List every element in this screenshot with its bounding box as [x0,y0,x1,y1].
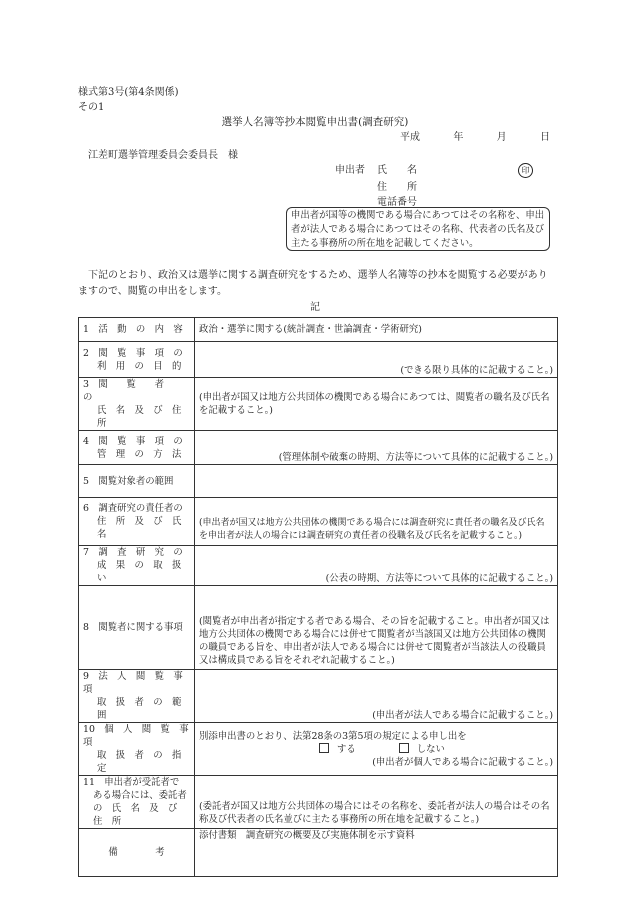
row-label: 6 調査研究の責任者の [83,503,183,514]
row-label: 9 法 人 閲 覧 事 項 [83,671,193,695]
phone-label: 電話番号 [377,197,417,208]
option-do[interactable]: する [319,744,356,755]
row-label: 8 閲覧者に関する事項 [79,586,195,670]
addressee: 江差町選挙管理委員会委員長 様 [88,150,238,161]
row-note: (申出者が国又は地方公共団体の機関である場合には調査研究に責任者の職名及び氏名を申出者が法人の場合には調査研究の責任者の役職名及び氏名を記載すること。) [199,518,545,541]
row-label: 氏 名 及 び 住 所 [97,405,191,429]
intro-text: 下記のとおり、政治又は選挙に関する調査研究をするため、選挙人名簿等の抄本を閲覧する必要がありますので、閲覧の申出をします。 [78,270,548,297]
row-label: 7 調 査 研 究 の [83,547,183,558]
row-label: 管 理 の 方 法 [97,448,182,460]
row-label: ある場合には、委託者 [93,790,187,801]
form-title: 選挙人名簿等抄本閲覧申出書(調査研究) [221,116,409,128]
row-value[interactable] [195,586,558,670]
table-row [79,498,558,546]
table-row [79,431,558,465]
table-row [79,465,558,498]
row-value[interactable] [195,431,558,465]
option-do-not[interactable]: しない [399,744,445,755]
row-note: (できる限り具体的に記載すること。) [400,365,553,376]
table-row [79,723,558,776]
row-value[interactable] [195,498,558,546]
row-value[interactable] [195,465,558,498]
row-label: 10 個 人 閲 覧 事 項 [83,724,199,748]
row-value[interactable] [195,670,558,723]
table-row [79,546,558,586]
applicant-note: 申出者が国等の機関である場合にあつてはその名称を、申出者が法人である場合にあつてはその名称、代表者の氏名及び主たる事務所の所在地を記載してください。 [286,207,550,251]
row-label: 2 閲 覧 事 項 の [83,347,183,359]
table-row [79,586,558,670]
address-label: 住 所 [377,182,417,193]
row-label: 11 申出者が受託者で [83,777,180,788]
application-table [78,317,558,877]
seal-mark: 印 [518,163,533,178]
row-note: (申出者が個人である場合に記載すること。) [372,756,553,768]
row-label: 利 用 の 目 的 [97,360,182,372]
applicant-label: 申出者 [335,165,365,176]
row-text: 別添申出書のとおり、法第28条の3第5項の規定による申し出を [199,730,467,742]
row-label: の 氏 名 及 び 住 所 [93,803,187,827]
row-label: 取 扱 者 の 範 囲 [97,697,191,721]
row-value[interactable] [195,829,558,877]
row-label: 1 活 動 の 内 容 [79,318,195,342]
option-row [199,743,553,756]
date-era: 平成 [400,132,420,143]
form-id: 様式第3号(第4条関係) [78,87,179,98]
row-value [195,723,558,776]
table-row [79,670,558,723]
form-part: その1 [78,102,105,113]
row-label: 4 閲 覧 事 項 の [83,435,183,447]
row-note: (管理体制や破棄の時期、方法等について具体的に記載すること。) [278,452,553,463]
checkbox-do[interactable] [319,743,329,753]
row-note: (申出者が国又は地方公共団体の機関である場合にあつては、閲覧者の職名及び氏名を記載すること。) [199,392,550,416]
date-month: 月 [496,132,507,143]
row-text: 添付書類 調査研究の概要及び実施体制を示す資料 [199,830,415,841]
row-note: (公表の時期、方法等について具体的に記載すること。) [325,573,553,584]
name-label: 氏 名 [377,165,417,176]
table-row [79,318,558,342]
checkbox-do-not[interactable] [399,743,409,753]
date-year: 年 [453,132,464,143]
row-label: 備 考 [79,829,195,877]
row-note: (申出者が法人である場合に記載すること。) [372,710,553,721]
row-note: (閲覧者が申出者が指定する者である場合、その旨を記載すること。申出者が国又は地方公共団体の機関である場合には併せて閲覧者が当該国又は地方公共団体の機関の職員である旨を、申出者が法人である場合には併せて閲覧者が当該法人の役職員又は構成員である旨をそれぞれ記載すること。) [199,616,550,666]
row-value[interactable]: 政治・選挙に関する(統計調査・世論調査・学術研究) [195,318,558,342]
row-value[interactable] [195,378,558,431]
row-label: 3 閲 覧 者 の [83,379,183,403]
table-row [79,829,558,877]
table-row [79,776,558,829]
table-row [79,378,558,431]
date-day: 日 [539,132,550,143]
row-label: 5 閲覧対象者の範囲 [79,465,195,498]
row-value[interactable] [195,776,558,829]
row-label: 住 所 及 び 氏 名 [97,516,191,540]
row-value[interactable] [195,342,558,378]
row-label: 取 扱 者 の 指 定 [97,750,191,774]
row-value[interactable] [195,546,558,586]
applicant-name-row [335,164,417,177]
ki-mark: 記 [310,302,320,313]
table-row [79,342,558,378]
row-note: (委託者が国又は地方公共団体の場合にはその名称を、委託者が法人の場合はその名称及び代表者の氏名並びに主たる事務所の所在地を記載すること。) [199,801,550,825]
row-label: 成 果 の 取 扱 い [97,560,191,584]
date-line [400,131,550,144]
